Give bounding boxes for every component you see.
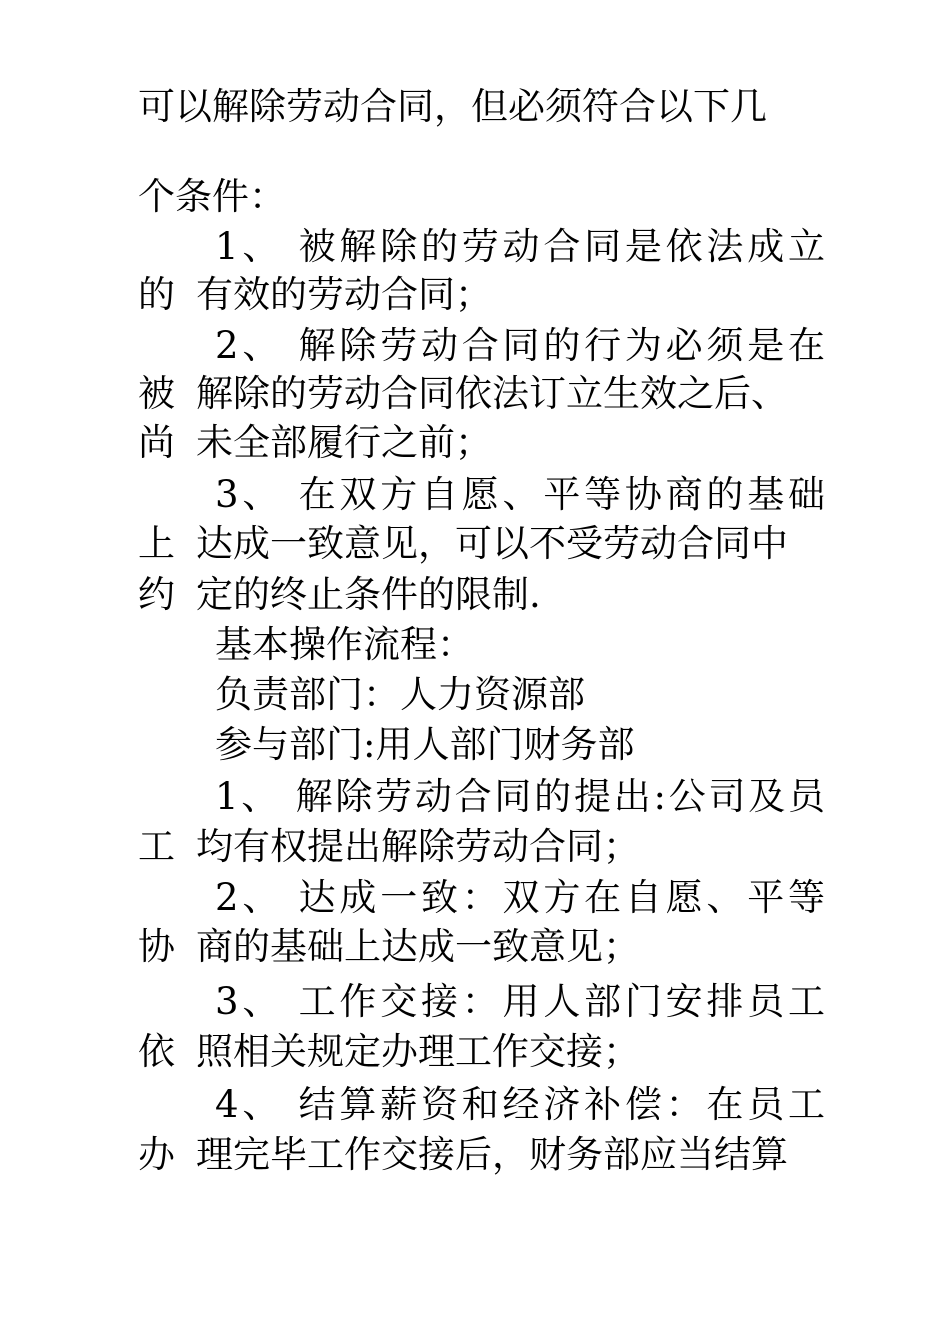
wrap-rest: 照相关规定办理工作交接； [196, 1030, 640, 1073]
wrap-first-char: 协 [138, 925, 175, 968]
step-1-wrap-1 [138, 825, 823, 869]
wrap-rest: 商的基础上达成一致意见； [196, 925, 640, 968]
step-1-lead: 1、 解除劳动合同的提出:公司及员 [215, 775, 825, 818]
wrap-first-char: 依 [138, 1030, 175, 1073]
condition-3-wrap-2 [138, 573, 823, 617]
step-2-lead: 2、 达成一致：双方在自愿、平等 [215, 876, 825, 919]
wrap-first-char: 上 [138, 522, 175, 565]
wrap-rest: 理完毕工作交接后，财务部应当结算 [196, 1133, 788, 1176]
wrap-rest: 解除的劳动合同依法订立生效之后、 [196, 372, 788, 415]
step-3-wrap-1 [138, 1030, 823, 1074]
wrap-rest: 有效的劳动合同； [196, 273, 492, 316]
wrap-first-char: 约 [138, 573, 175, 616]
process-title: 基本操作流程： [215, 623, 474, 666]
wrap-first-char: 工 [138, 825, 175, 868]
condition-2-wrap-1 [138, 372, 823, 416]
wrap-first-char: 办 [138, 1133, 175, 1176]
wrap-first-char: 尚 [138, 421, 175, 464]
condition-1-wrap-1 [138, 273, 823, 317]
wrap-rest: 定的终止条件的限制. [196, 573, 541, 616]
wrap-first-char: 的 [138, 273, 175, 316]
condition-3-lead: 3、 在双方自愿、平等协商的基础 [215, 473, 825, 516]
wrap-rest: 均有权提出解除劳动合同； [196, 825, 640, 868]
condition-1-lead: 1、 被解除的劳动合同是依法成立 [215, 225, 825, 268]
condition-3-wrap-1 [138, 522, 823, 566]
condition-2-wrap-2 [138, 421, 823, 465]
responsible-department: 负责部门：人力资源部 [215, 673, 585, 716]
step-2-wrap-1 [138, 925, 823, 969]
condition-2-lead: 2、 解除劳动合同的行为必须是在 [215, 324, 825, 367]
intro-line-2: 个条件： [138, 175, 286, 218]
step-4-lead: 4、 结算薪资和经济补偿：在员工 [215, 1083, 825, 1126]
participating-department: 参与部门:用人部门财务部 [215, 723, 635, 766]
step-4-wrap-1 [138, 1133, 823, 1177]
wrap-rest: 未全部履行之前； [196, 421, 492, 464]
wrap-first-char: 被 [138, 372, 175, 415]
wrap-rest: 达成一致意见，可以不受劳动合同中 [196, 522, 788, 565]
step-3-lead: 3、 工作交接：用人部门安排员工 [215, 980, 825, 1023]
intro-line-1: 可以解除劳动合同，但必须符合以下几 [138, 85, 767, 128]
